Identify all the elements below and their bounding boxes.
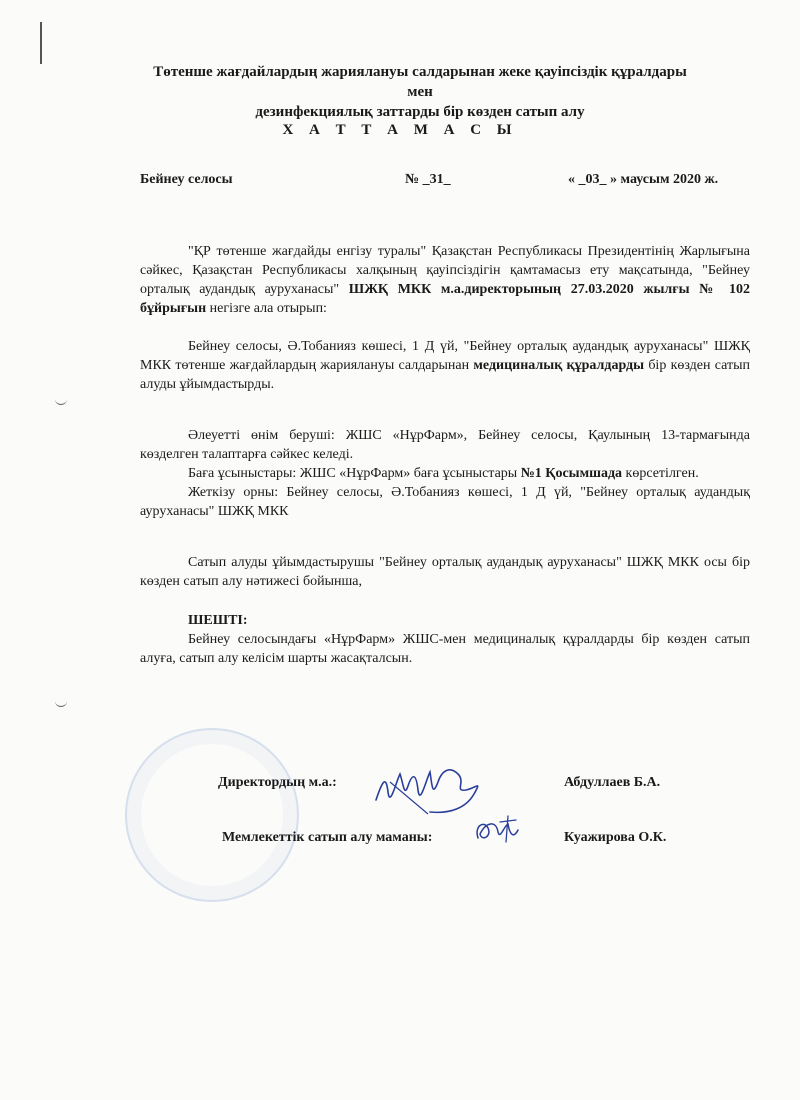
protocol-heading: Х А Т Т А М А С Ы xyxy=(282,122,518,138)
procurement-specialist-name: Куажирова О.К. xyxy=(564,830,667,845)
title-line-1: Төтенше жағдайлардың жариялануы салдарынан жеке қауіпсіздік құралдары мен xyxy=(153,64,687,100)
procurement-specialist-label: Мемлекеттік сатып алу маманы: xyxy=(222,830,433,845)
paragraph-supplier: Әлеуетті өнім беруші: ЖШС «НұрФарм», Бейнеу селосы, Қаулының 13-тармағында көзделген талаптарға сәйкес келеді. xyxy=(140,428,750,462)
paragraph-price-offers: Баға ұсыныстары: ЖШС «НұрФарм» баға ұсыныстары №1 Қосымшада көрсетілген. xyxy=(188,466,699,481)
director-label: Директордың м.а.: xyxy=(218,775,337,790)
document-date: « _03_ » маусым 2020 ж. xyxy=(568,172,719,187)
title-line-2: дезинфекциялық заттарды бір көзден сатып алу xyxy=(255,104,585,120)
decision-heading: ШЕШТІ: xyxy=(188,613,248,628)
stamp-seal xyxy=(125,728,299,902)
paragraph-organization: Бейнеу селосы, Ә.Тобанияз көшесі, 1 Д үй, "Бейнеу орталық аудандық ауруханасы" ШЖҚ МКК төтенше жағдайлардың жариялануы салдарынан медициналық құралдарды бір көзден сатып алуды ұйымдастырды. xyxy=(140,339,750,392)
procurement-specialist-signature xyxy=(470,812,525,852)
document-number: № _31_ xyxy=(405,172,451,187)
punch-hole-mark xyxy=(55,398,67,405)
punch-hole-mark xyxy=(55,700,67,707)
paragraph-basis: "ҚР төтенше жағдайды енгізу туралы" Қазақстан Республикасы Президентінің Жарлығына сәйкес, Қазақстан Республикасы халқының қауіпсіздігін қамтамасыз ету мақсатында, "Бейнеу орталық аудандық ауруханасы" ШЖҚ МКК м.а.директорының 27.03.2020 жылғы № 102 бұйрығын негізге ала отырып: xyxy=(140,244,751,316)
scan-edge-mark xyxy=(40,22,42,64)
paragraph-decision: Бейнеу селосындағы «НұрФарм» ЖШС-мен медициналық құралдарды бір көзден сатып алуға, сатып алу келісім шарты жасақталсын. xyxy=(140,632,750,666)
document-place: Бейнеу селосы xyxy=(140,172,233,187)
document-body xyxy=(140,242,750,668)
paragraph-delivery: Жеткізу орны: Бейнеу селосы, Ә.Тобанияз көшесі, 1 Д үй, "Бейнеу орталық аудандық ауруханасы" ШЖҚ МКК xyxy=(140,485,750,519)
document-title xyxy=(140,62,700,122)
director-name: Абдуллаев Б.А. xyxy=(564,775,661,790)
paragraph-organizer: Сатып алуды ұйымдастырушы "Бейнеу орталық аудандық ауруханасы" ШЖҚ МКК осы бір көзден сатып алу нәтижесі бойынша, xyxy=(140,555,750,589)
